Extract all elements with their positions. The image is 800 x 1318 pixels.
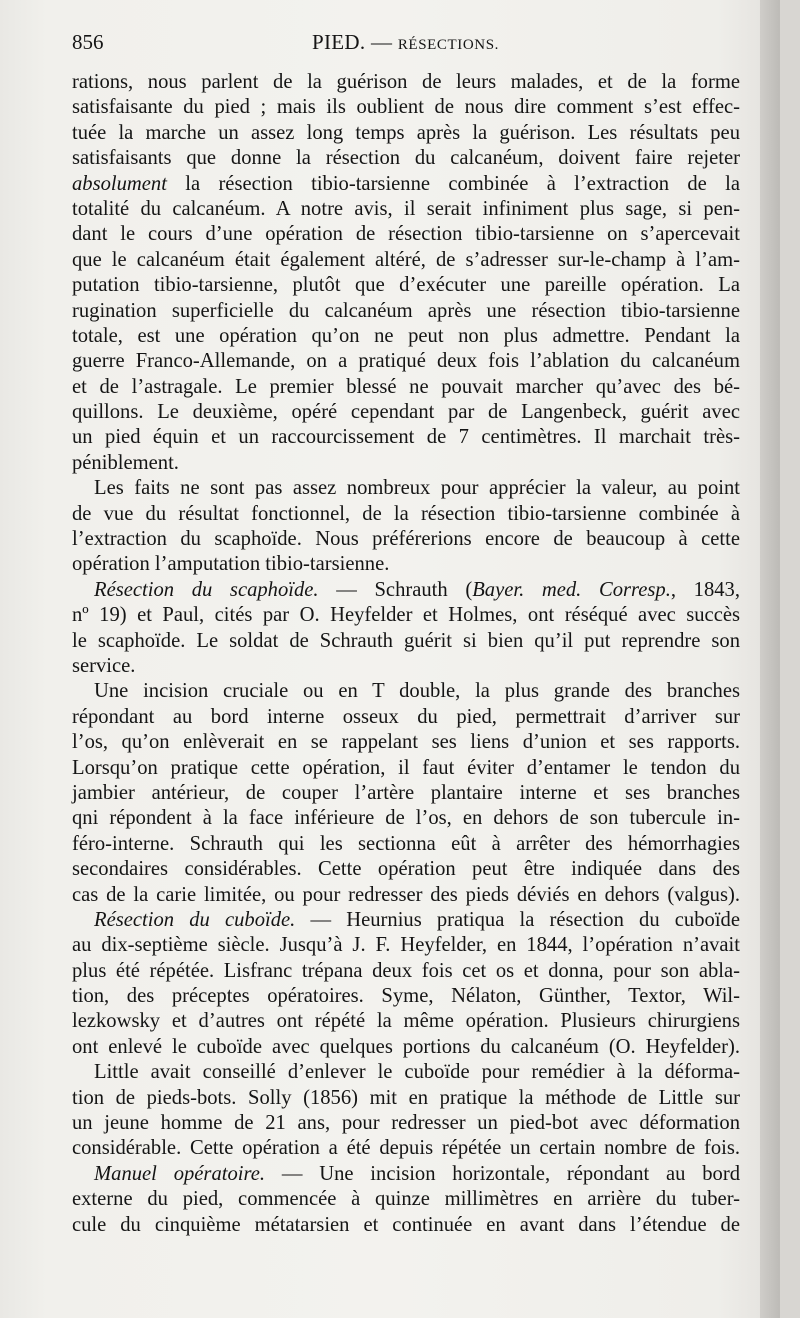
text-line: dant le cours d’une opération de résection tibio-tarsienne on s’apercevait [72, 223, 740, 246]
text-line: tion de pieds-bots. Solly (1856) mit en pratique la méthode de Little sur [72, 1086, 740, 1109]
text-line: Manuel opératoire. — Une incision horizontale, répondant au bord [94, 1162, 740, 1185]
page-edge-shadow [760, 0, 780, 1318]
section-heading: Résection du scaphoïde. [94, 578, 319, 601]
text-line: considérable. Cette opération a été depuis répétée un certain nombre de fois. [72, 1137, 740, 1160]
text-line: putation tibio-tarsienne, plutôt que d’exécuter une pareille opération. La [72, 274, 740, 297]
text-line: rugination superficielle du calcanéum après une résection tibio-tarsienne [72, 299, 740, 322]
text-line: féro-interne. Schrauth qui les sectionna eût à arrêter des hémorrhagies [72, 832, 740, 855]
body-text [72, 70, 740, 1238]
emphasis: absolument [72, 172, 167, 195]
running-title-section: RÉSECTIONS. [397, 37, 500, 53]
text-line: cas de la carie limitée, ou pour redresser des pieds déviés en dehors (valgus). [72, 883, 740, 906]
text-line: Une incision cruciale ou en T double, la plus grande des branches [94, 680, 740, 703]
text-line: au dix-septième siècle. Jusqu’à J. F. Heyfelder, en 1844, l’opération n’avait [72, 934, 740, 957]
text-line: Résection du scaphoïde. — Schrauth (Bayer. med. Corresp., 1843, [94, 578, 741, 601]
text-line: lezkowsky et d’autres ont répété la même opération. Plusieurs chirurgiens [72, 1010, 740, 1033]
text-line: Résection du cuboïde. — Heurnius pratiqua la résection du cuboïde [94, 908, 740, 931]
text-line: tion, des préceptes opératoires. Syme, Nélaton, Günther, Textor, Wil- [72, 985, 740, 1008]
text-line: plus été répétée. Lisfranc trépana deux fois cet os et donna, pour son abla- [72, 959, 740, 982]
text-line: et de l’astragale. Le premier blessé ne pouvait marcher qu’avec des bé- [72, 375, 740, 398]
text-line: rations, nous parlent de la guérison de leurs malades, et de la forme [72, 71, 740, 93]
page-number: 856 [72, 30, 104, 54]
citation-title: Bayer. med. Corresp. [472, 578, 671, 601]
text-line: l’os, qu’on enlèverait en se rappelant ses liens d’union et ses rapports. [72, 731, 740, 754]
text-line: le scaphoïde. Le soldat de Schrauth guérit si bien qu’il put reprendre son [72, 629, 740, 652]
text-line: que le calcanéum était également altéré, de s’adresser sur-le-champ à l’am- [72, 248, 740, 271]
text-line: de vue du résultat fonctionnel, de la résection tibio-tarsienne combinée à [72, 502, 740, 525]
running-header [72, 30, 740, 70]
text-line: externe du pied, commencée à quinze millimètres en arrière du tuber- [72, 1188, 740, 1211]
text-line: totalité du calcanéum. A notre avis, il serait infiniment plus sage, si pen- [72, 197, 740, 220]
text-line: opération l’amputation tibio-tarsienne. [72, 553, 390, 576]
text-line: secondaires considérables. Cette opération peut être indiquée dans des [72, 858, 740, 881]
running-title [312, 30, 499, 55]
text-line: jambier antérieur, de couper l’artère plantaire interne et ses branches [72, 781, 740, 804]
text-line: Little avait conseillé d’enlever le cuboïde pour remédier à la déforma- [94, 1061, 740, 1084]
text-line: satisfaisants que donne la résection du calcanéum, doivent faire rejeter [72, 147, 740, 170]
text-line: Les faits ne sont pas assez nombreux pour apprécier la valeur, au point [94, 477, 740, 500]
text-line: quillons. Le deuxième, opéré cependant par de Langenbeck, guérit avec [72, 401, 740, 424]
text-line: cule du cinquième métatarsien et continuée en avant dans l’étendue de [72, 1213, 740, 1236]
text-line: un jeune homme de 21 ans, pour redresser un pied-bot avec déformation [72, 1112, 740, 1135]
running-title-main: PIED. — [312, 30, 393, 54]
text-line: totale, est une opération qu’on ne peut non plus admettre. Pendant la [72, 324, 740, 347]
text-line: péniblement. [72, 451, 179, 474]
text-line: satisfaisante du pied ; mais ils oublient de nous dire comment s’est effec- [72, 96, 740, 119]
text-line: nº 19) et Paul, cités par O. Heyfelder et Holmes, ont réséqué avec succès [72, 604, 740, 627]
text-line: absolument la résection tibio-tarsienne combinée à l’extraction de la [72, 172, 740, 195]
section-heading: Résection du cuboïde. [94, 908, 296, 931]
section-heading: Manuel opératoire. [94, 1162, 266, 1185]
text-line: l’extraction du scaphoïde. Nous préférerions encore de beaucoup à cette [72, 528, 740, 551]
text-line: service. [72, 654, 136, 677]
text-line: Lorsqu’on pratique cette opération, il faut éviter d’entamer le tendon du [72, 756, 740, 779]
text-line: un pied équin et un raccourcissement de 7 centimètres. Il marchait très- [72, 426, 740, 449]
text-line: guerre Franco-Allemande, on a pratiqué deux fois l’ablation du calcanéum [72, 350, 740, 373]
text-line: tuée la marche un assez long temps après la guérison. Les résultats peu [72, 121, 740, 144]
text-line: qni répondent à la face inférieure de l’os, en dehors de son tubercule in- [72, 807, 740, 830]
text-line: répondant au bord interne osseux du pied, permettrait d’arriver sur [72, 705, 740, 728]
text-line: ont enlevé le cuboïde avec quelques portions du calcanéum (O. Heyfelder). [72, 1035, 740, 1058]
